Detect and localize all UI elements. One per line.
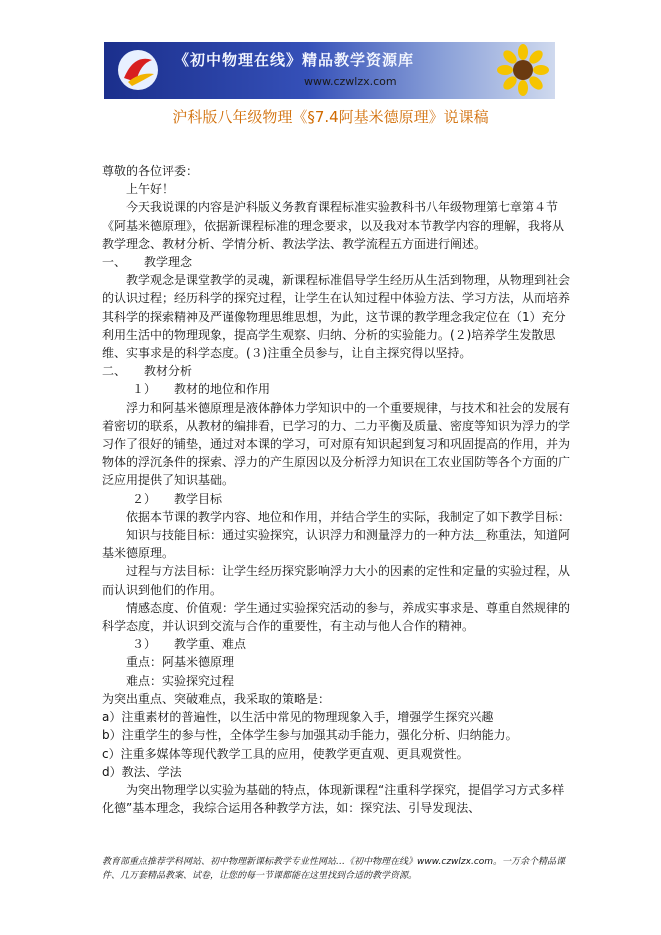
paragraph: c）注重多媒体等现代教学工具的应用，使教学更直观、更具观赏性。 xyxy=(102,746,469,761)
document-body xyxy=(102,162,572,817)
paragraph: 情感态度、价值观：学生通过实验探究活动的参与，养成实事求是、尊重自然规律的科学态度，并认识到交流与合作的重要性，有主动与他人合作的精神。 xyxy=(102,600,571,634)
paragraph: a）注重素材的普遍性，以生活中常见的物理现象入手，增强学生探究兴趣 xyxy=(102,710,494,725)
paragraph: 上午好！ xyxy=(126,182,175,197)
paragraph: 尊敬的各位评委： xyxy=(102,164,199,178)
paragraph: 二、 教材分析 xyxy=(102,364,193,379)
paragraph: 难点：实验探究过程 xyxy=(126,673,235,688)
document-title: 沪科版八年级物理《§7.4阿基米德原理》说课稿 xyxy=(172,108,489,126)
paragraph: b）注重学生的参与性，全体学生参与加强其动手能力，强化分析、归纳能力。 xyxy=(102,728,518,743)
paragraph: 过程与方法目标：让学生经历探究影响浮力大小的因素的定性和定量的实验过程，从而认识到他们的作用。 xyxy=(102,564,571,597)
paragraph: ３） 教学重、难点 xyxy=(132,637,247,652)
paragraph: 教学观念是课堂教学的灵魂，新课程标准倡导学生经历从生活到物理，从物理到社会的认识过程；经历科学的探究过程，让学生在认知过程中体验方法、学习方法，从而培养其科学的探索精神及严谨像物理思维思想，为此，这节课的教学理念我定位在（1）充分利用生活中的物理现象，提高学生观察、归纳、分析的实验能力。(２)培养学生发散思维、实事求是的科学态度。(３)注重全员参与，让自主探究得以坚持。 xyxy=(102,273,571,361)
paragraph: 浮力和阿基米德原理是液体静体力学知识中的一个重要规律，与技术和社会的发展有着密切的联系，从教材的编排看，已学习的力、二力平衡及质量、密度等知识为浮力的学习作了很好的铺垫，通过对本课的学习，可对原有知识起到复习和巩固提高的作用，并为物体的浮沉条件的探索、浮力的产生原因以及分析浮力知识在工农业国防等各个方面的广泛应用提供了知识基础。 xyxy=(102,400,571,488)
paragraph: ２） 教学目标 xyxy=(132,491,223,506)
logo-icon xyxy=(116,48,160,92)
paragraph: 依据本节课的教学内容、地位和作用，并结合学生的实际，我制定了如下教学目标： xyxy=(126,509,571,524)
paragraph: １） 教材的地位和作用 xyxy=(132,382,271,397)
header-banner xyxy=(104,42,555,99)
footer-note: 教育部重点推荐学科网站、初中物理新课标教学专业性网站…《初中物理在线》www.czwlzx.com。一万余个精品课件、几万套精品教案、试卷，让您的每一节课都能在这里找到合适的教学资源。 xyxy=(102,857,566,881)
paragraph: 为突出物理学以实验为基础的特点，体现新课程“注重科学探究，提倡学习方式多样化德”基本理念，我综合运用各种教学方法，如：探究法、引导发现法、 xyxy=(102,782,565,816)
paragraph: 一、 教学理念 xyxy=(102,255,193,270)
paragraph: 今天我说课的内容是沪科版义务教育课程标准实验教科书八年级物理第七章第４节《阿基米德原理》，依据新课程标准的理念要求，以及我对本节教学内容的理解，我将从教学理念、教材分析、学情分析、教法学法、教学流程五方面进行阐述。 xyxy=(102,200,565,251)
banner-title: 《初中物理在线》精品教学资源库 xyxy=(174,51,415,69)
paragraph: 知识与技能目标：通过实验探究，认识浮力和测量浮力的一种方法＿称重法，知道阿基米德原理。 xyxy=(102,528,571,561)
paragraph: 重点：阿基米德原理 xyxy=(126,655,235,670)
paragraph: d）教法、学法 xyxy=(102,764,182,779)
paragraph: 为突出重点、突破难点，我采取的策略是： xyxy=(102,691,331,706)
banner-url: www.czwlzx.com xyxy=(304,75,397,88)
sunflower-icon xyxy=(497,44,549,96)
